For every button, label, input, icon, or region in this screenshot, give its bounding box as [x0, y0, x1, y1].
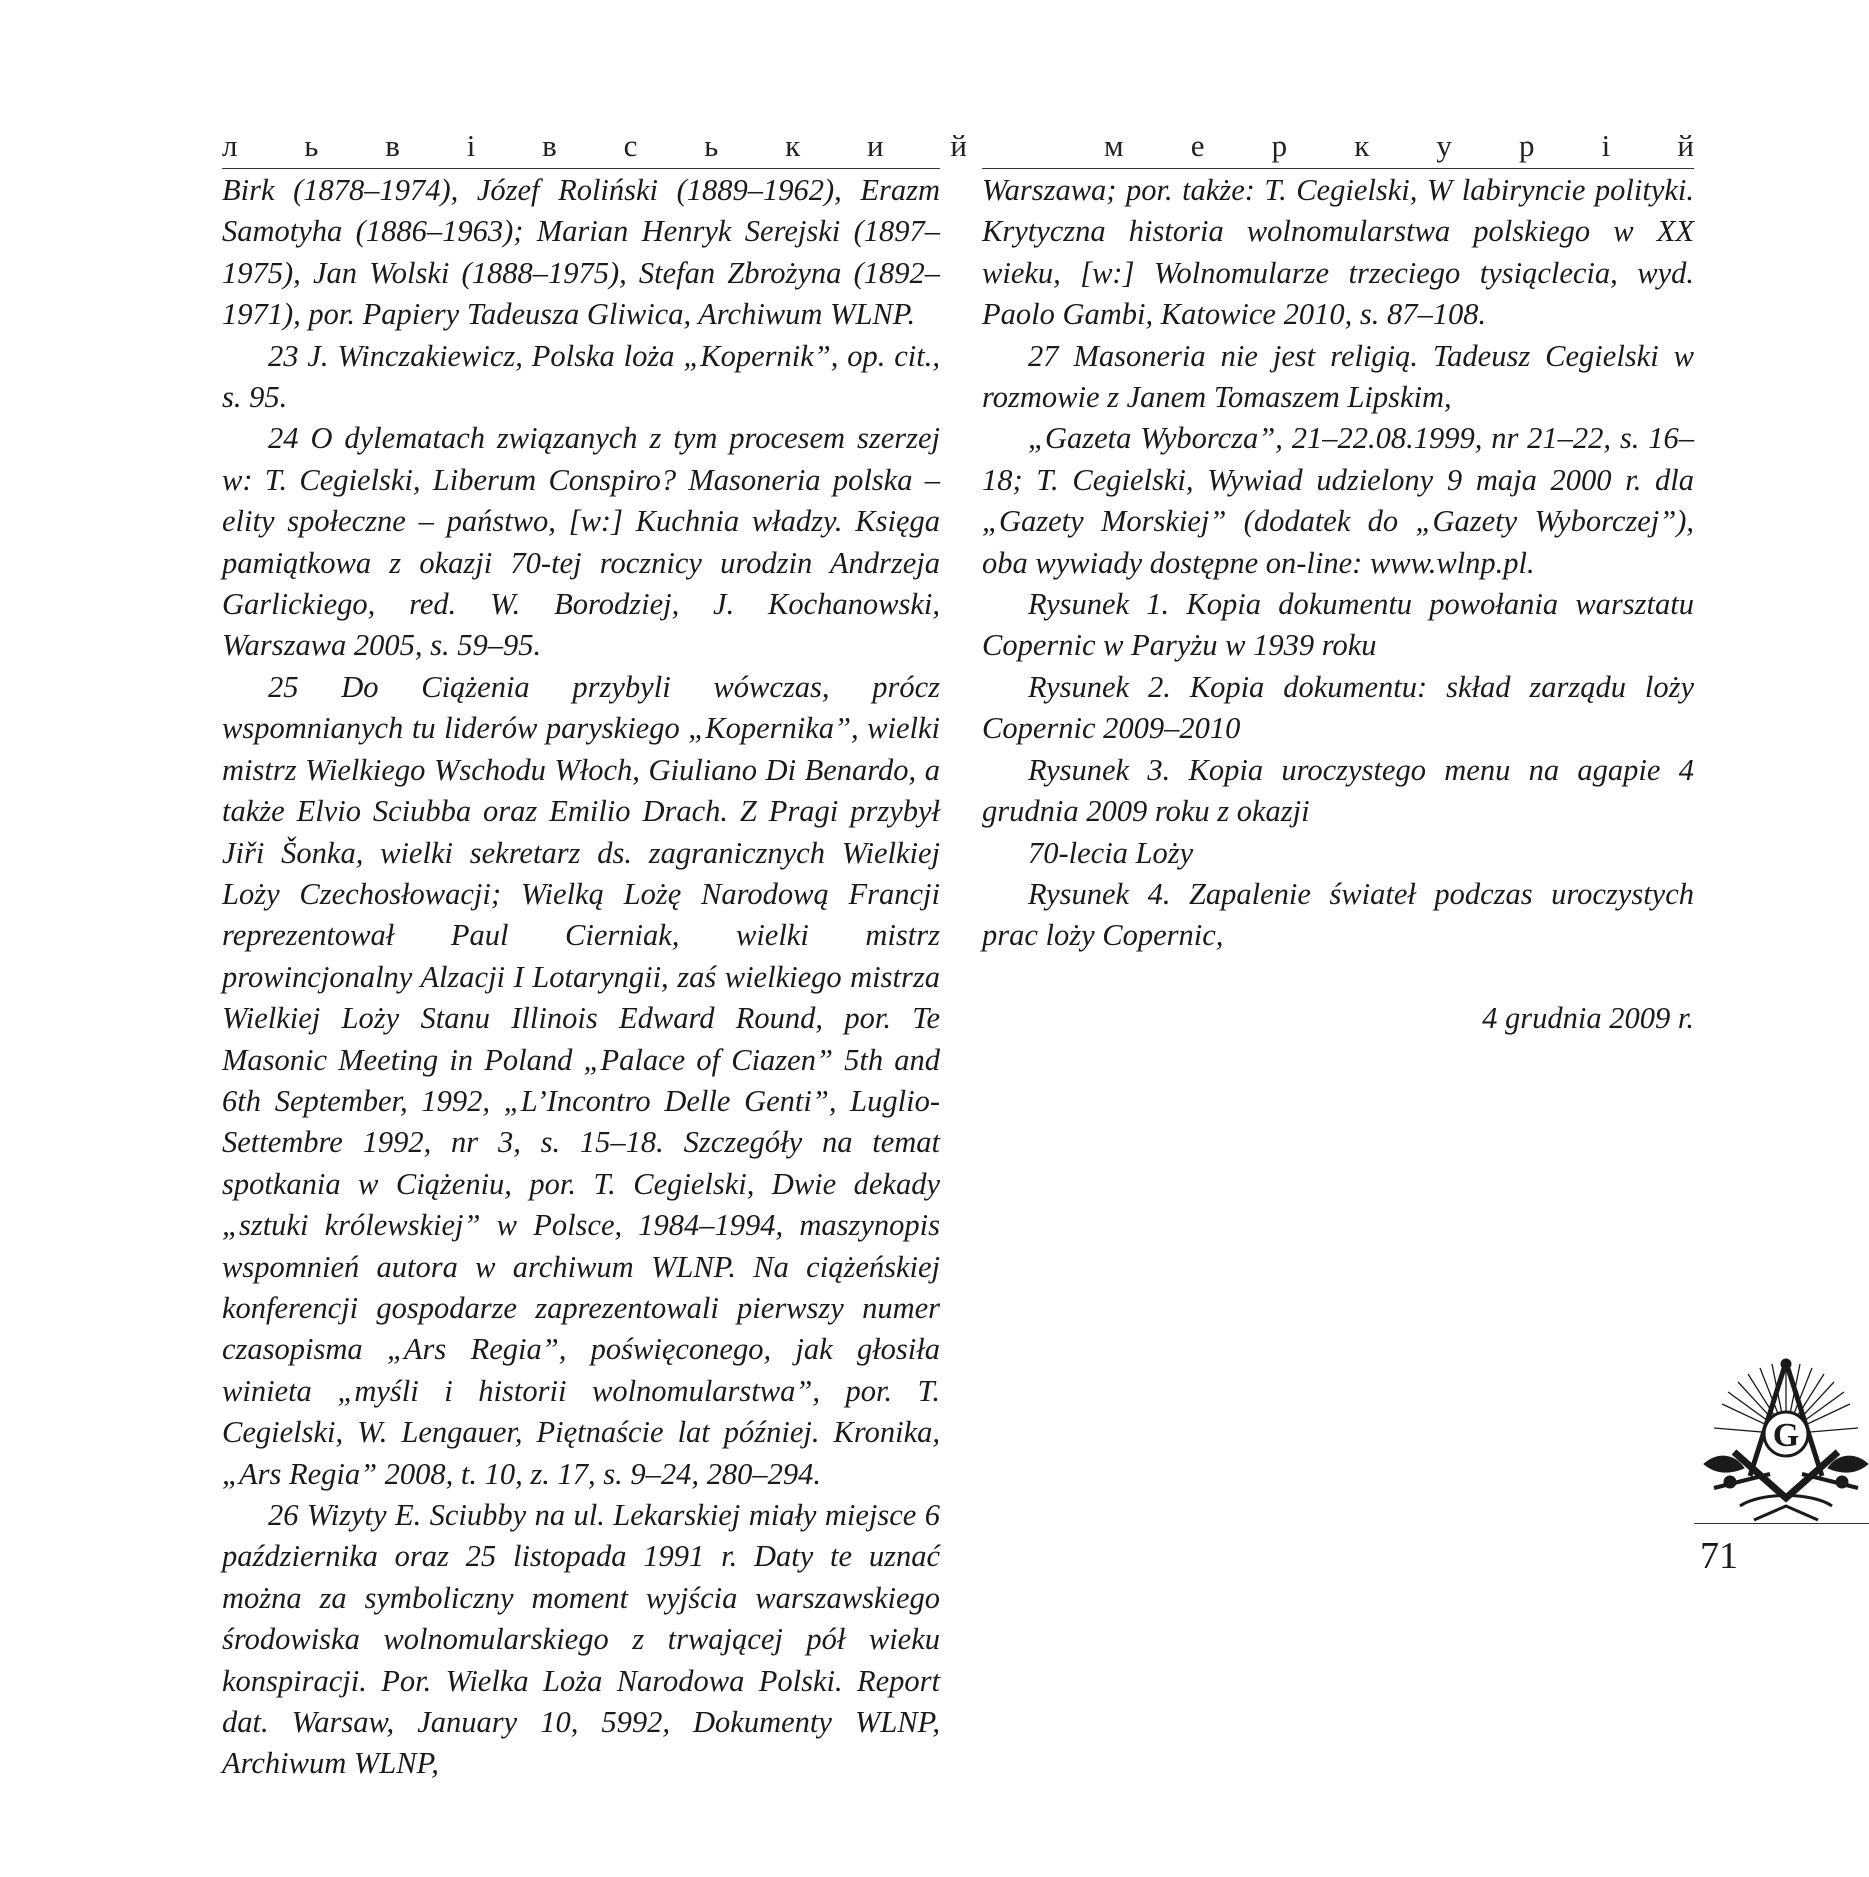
footnote-27: 27 Masoneria nie jest religią. Tadeusz Cegielski w rozmowie z Janem Tomaszem Lipskim, [982, 338, 1694, 415]
left-column [222, 170, 940, 1785]
footnote-27-continuation: „Gazeta Wyborcza”, 21–22.08.1999, nr 21–22, s. 16–18; T. Cegielski, Wywiad udzielony 9 maja 2000 r. dla „Gazety Morskiej” (dodatek do „Gazety Wyborczej”), oba wywiady dostępne on-line: www.wlnp.pl. [982, 421, 1694, 580]
running-header-word-1 [222, 128, 967, 164]
running-header-letter: і [1601, 128, 1611, 163]
date-line: 4 grudnia 2009 r. [1482, 1000, 1694, 1035]
running-header-letter: й [1677, 128, 1694, 163]
running-header-letter: л [222, 128, 238, 163]
running-header-letter: ь [704, 128, 719, 163]
header-rule-right [982, 168, 1694, 169]
footnote-23: 23 J. Winczakiewicz, Polska loża „Kopernik”, op. cit., s. 95. [222, 338, 940, 415]
footnote-22-continuation: Birk (1878–1974), Józef Roliński (1889–1962), Erazm Samotyha (1886–1963); Marian Henryk Serejski (1897–1975), Jan Wolski (1888–1975), Stefan Zbrożyna (1892–1971), por. Papiery Tadeusza Gliwica, Archiwum WLNP. [222, 173, 940, 332]
running-header-letter: м [1104, 128, 1124, 163]
figure-caption-3: Rysunek 3. Kopia uroczystego menu na agapie 4 grudnia 2009 roku z okazji [982, 752, 1694, 829]
running-header-letter: и [867, 128, 884, 163]
running-header-letter: к [1354, 128, 1370, 163]
running-header-letter: е [1190, 128, 1205, 163]
figure-caption-4: Rysunek 4. Zapalenie świateł podczas uroczystych prac loży Copernic, [982, 876, 1694, 953]
running-header-letter: і [466, 128, 476, 163]
running-header-letter: ь [304, 128, 319, 163]
running-header-word-2 [1104, 128, 1694, 164]
running-header-letter: у [1436, 128, 1452, 163]
footnote-26-continuation: Warszawa; por. także: T. Cegielski, W labiryncie polityki. Krytyczna historia wolnomularstwa polskiego w XX wieku, [w:] Wolnomularze trzeciego tysiąclecia, wyd. Paolo Gambi, Katowice 2010, s. 87–108. [982, 173, 1694, 332]
figure-caption-2: Rysunek 2. Kopia dokumentu: skład zarządu loży Copernic 2009–2010 [982, 669, 1694, 746]
figure-caption-3-continuation: 70-lecia Loży [1028, 835, 1194, 870]
footnote-26: 26 Wizyty E. Sciubby na ul. Lekarskiej miały miejsce 6 października oraz 25 listopada 1991 r. Daty te uznać można za symboliczny moment wyjścia warszawskiego środowiska wolnomularskiego z trwającej pół wieku konspiracji. Por. Wielka Loża Narodowa Polski. Report dat. Warsaw, January 10, 5992, Dokumenty WLNP, Archiwum WLNP, [222, 1498, 940, 1781]
running-header-letter: в [385, 128, 400, 163]
page-number: 71 [1700, 1535, 1738, 1577]
emblem-letter: G [1772, 1417, 1800, 1454]
masonic-emblem-icon [1700, 1356, 1869, 1524]
running-header-letter: с [623, 128, 638, 163]
footnote-24: 24 O dylematach związanych z tym procesem szerzej w: T. Cegielski, Liberum Conspiro? Masoneria polska – elity społeczne – państwo, [w:] Kuchnia władzy. Księga pamiątkowa z okazji 70-tej rocznicy urodzin Andrzeja Garlickiego, red. W. Borodziej, J. Kochanowski, Warszawa 2005, s. 59–95. [222, 421, 940, 663]
footer-rule [1694, 1523, 1869, 1524]
running-header-letter: й [950, 128, 967, 163]
running-header-letter: в [542, 128, 557, 163]
running-header [222, 128, 1694, 164]
running-header-letter: к [785, 128, 801, 163]
footnote-25: 25 Do Ciążenia przybyli wówczas, prócz wspomnianych tu liderów paryskiego „Kopernika”, wielki mistrz Wielkiego Wschodu Włoch, Giuliano Di Benardo, a także Elvio Sciubba oraz Emilio Drach. Z Pragi przybył Jiři Šonka, wielki sekretarz ds. zagranicznych Wielkiej Loży Czechosłowacji; Wielką Lożę Narodową Francji reprezentował Paul Cierniak, wielki mistrz prowincjonalny Alzacji I Lotaryngii, zaś wielkiego mistrza Wielkiej Loży Stanu Illinois Edward Round, por. Te Masonic Meeting in Poland „Palace of Ciazen” 5th and 6th September, 1992, „L’Incontro Delle Genti”, Luglio-Settembre 1992, nr 3, s. 15–18. Szczegóły na temat spotkania w Ciążeniu, por. T. Cegielski, Dwie dekady „sztuki królewskiej” w Polsce, 1984–1994, maszynopis wspomnień autora w archiwum WLNP. Na ciążeńskiej konferencji gospodarze zaprezentowali pierwszy numer czasopisma „Ars Regia”, poświęconego, jak głosiła winieta „myśli i historii wolnomularstwa”, por. T. Cegielski, W. Lengauer, Piętnaście lat później. Kronika, „Ars Regia” 2008, t. 10, z. 17, s. 9–24, 280–294. [222, 669, 940, 1491]
figure-caption-1: Rysunek 1. Kopia dokumentu powołania warsztatu Copernic w Paryżu w 1939 roku [982, 587, 1694, 663]
running-header-letter: р [1271, 128, 1288, 163]
right-column [982, 170, 1694, 1039]
header-rule-left [222, 168, 940, 169]
running-header-letter: р [1519, 128, 1535, 163]
